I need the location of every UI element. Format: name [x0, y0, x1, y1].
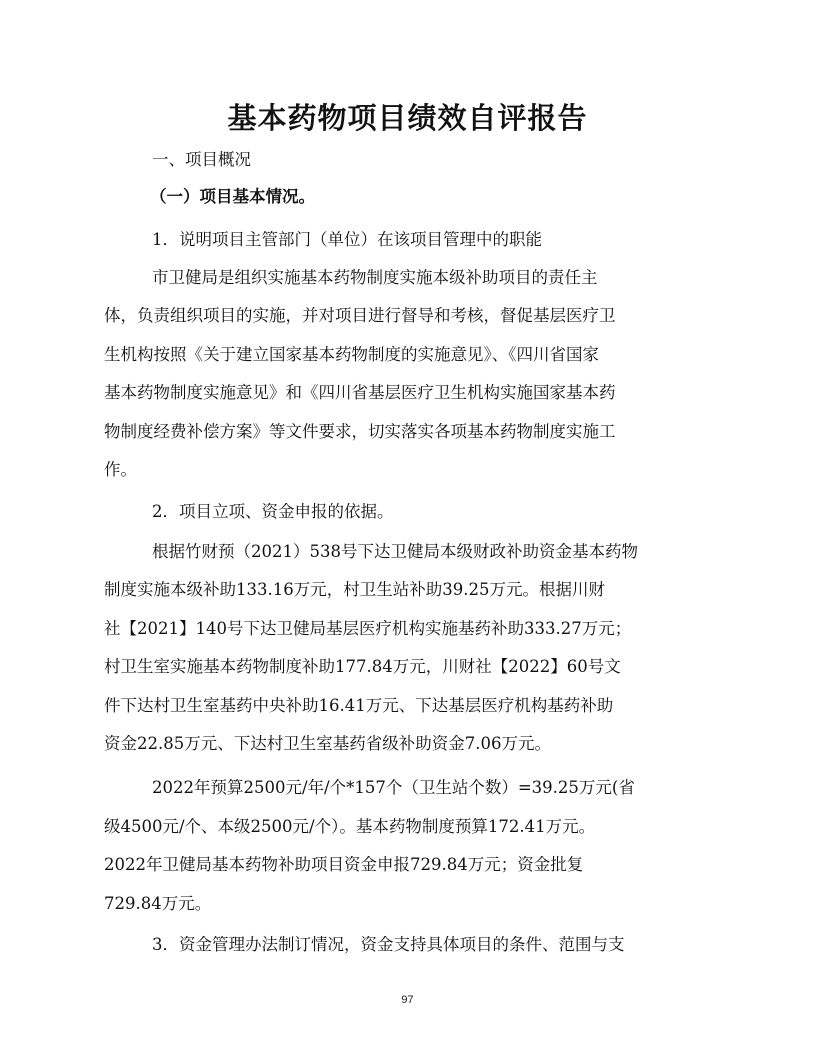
paragraph-line: 社【2021】140号下达卫健局基层医疗机构实施基药补助333.27万元； — [104, 619, 632, 638]
paragraph-line: 制度实施本级补助133.16万元，村卫生站补助39.25万元。根据川财 — [104, 580, 605, 599]
paragraph-line: 2022年预算2500元/年/个*157个（卫生站个数）=39.25万元(省 — [152, 778, 635, 797]
section-heading: 一、项目概况 — [152, 150, 251, 169]
paragraph-line: 市卫健局是组织实施基本药物制度实施本级补助项目的责任主 — [152, 268, 598, 287]
item-heading: 3．资金管理办法制订情况，资金支持具体项目的条件、范围与支 — [152, 935, 625, 954]
page-number: 97 — [401, 994, 414, 1006]
paragraph-line: 2022年卫健局基本药物补助项目资金申报729.84万元；资金批复 — [104, 855, 584, 874]
document-title: 基本药物项目绩效自评报告 — [227, 101, 588, 135]
paragraph-line: 级4500元/个、本级2500元/个）。基本药物制度预算172.41万元。 — [104, 817, 596, 836]
subsection-heading: （一）项目基本情况。 — [150, 187, 315, 206]
paragraph-line: 根据竹财预（2021）538号下达卫健局本级财政补助资金基本药物 — [152, 542, 638, 561]
paragraph-line: 作。 — [104, 460, 137, 479]
paragraph-line: 体，负责组织项目的实施，并对项目进行督导和考核，督促基层医疗卫 — [104, 306, 616, 325]
paragraph-line: 资金22.85万元、下达村卫生室基药省级补助资金7.06万元。 — [104, 734, 551, 753]
item-heading: 1．说明项目主管部门（单位）在该项目管理中的职能 — [152, 230, 542, 249]
paragraph-line: 物制度经费补偿方案》等文件要求，切实落实各项基本药物制度实施工 — [104, 422, 616, 441]
paragraph-line: 生机构按照《关于建立国家基本药物制度的实施意见》、《四川省国家 — [104, 345, 599, 364]
item-heading: 2．项目立项、资金申报的依据。 — [152, 502, 394, 521]
paragraph-line: 件下达村卫生室基药中央补助16.41万元、下达基层医疗机构基药补助 — [104, 696, 614, 715]
paragraph-line: 村卫生室实施基本药物制度补助177.84万元，川财社【2022】60号文 — [104, 657, 621, 676]
paragraph-line: 基本药物制度实施意见》和《四川省基层医疗卫生机构实施国家基本药 — [104, 383, 616, 402]
paragraph-line: 729.84万元。 — [104, 894, 212, 913]
